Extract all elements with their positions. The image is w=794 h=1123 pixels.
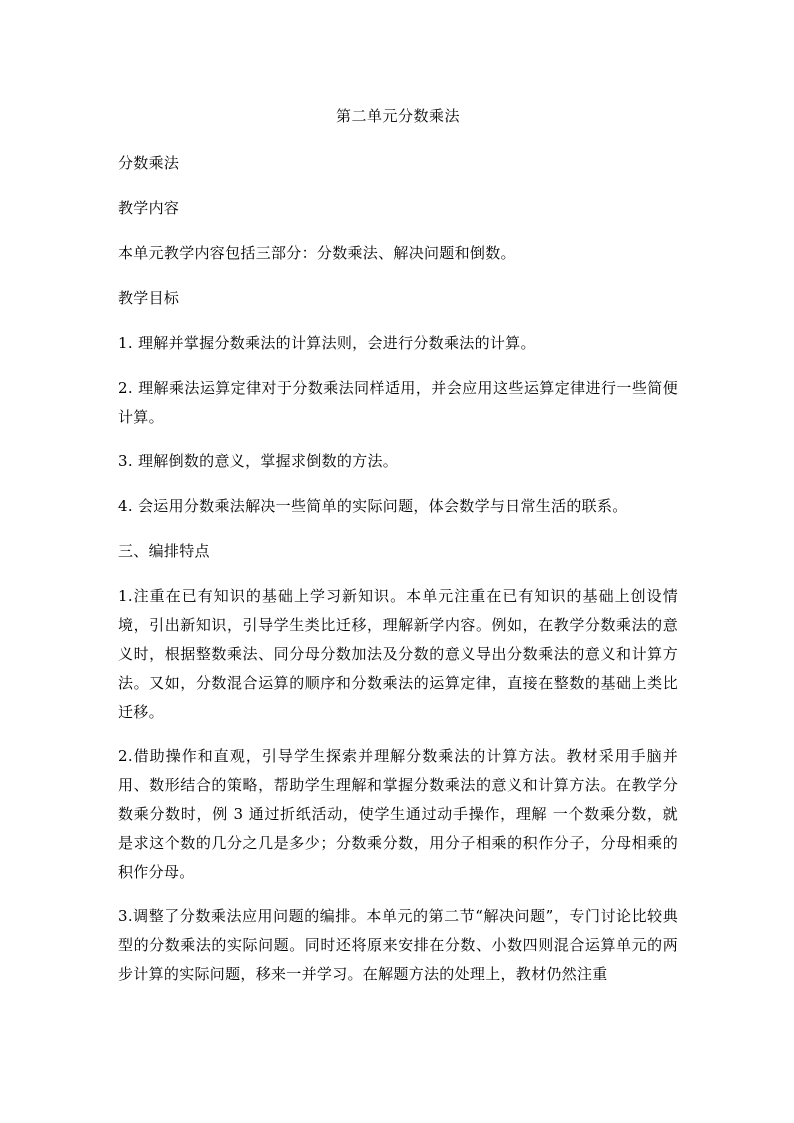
feature-paragraph-1: 1.注重在已有知识的基础上学习新知识。本单元注重在已有知识的基础上创设情境，引出新知识，引导学生类比迁移，理解新学内容。例如，在教学分数乘法的意义时，根据整数乘法、同分母分数加法及分数的意义导出分数乘法的意义和计算方法。又如，分数混合运算的顺序和分数乘法的运算定律，直接在整数的基础上类比迁移。 bbox=[118, 587, 678, 721]
goal-item-3: 3. 理解倒数的意义，掌握求倒数的方法。 bbox=[118, 452, 399, 470]
goal-item-2: 2. 理解乘法运算定律对于分数乘法同样适用，并会应用这些运算定律进行一些简便计算。 bbox=[118, 379, 678, 426]
section-heading-teaching-goals: 教学目标 bbox=[118, 289, 180, 307]
paragraph-content-summary: 本单元教学内容包括三部分：分数乘法、解决问题和倒数。 bbox=[118, 244, 516, 262]
section-heading-teaching-content: 教学内容 bbox=[118, 199, 180, 217]
goal-item-4: 4. 会运用分数乘法解决一些简单的实际问题，体会数学与日常生活的联系。 bbox=[118, 497, 628, 515]
document-title: 第二单元分数乘法 bbox=[335, 107, 460, 125]
feature-paragraph-3: 3.调整了分数乘法应用问题的编排。本单元的第二节“解决问题”，专门讨论比较典型的分数乘法的实际问题。同时还将原来安排在分数、小数四则混合运算单元的两步计算的实际问题，移来一并学习。在解题方法的处理上，教材仍然注重 bbox=[118, 907, 678, 983]
section-heading-fraction-multiplication: 分数乘法 bbox=[118, 154, 180, 172]
document-body bbox=[118, 104, 678, 1004]
section-heading-arrangement-features: 三、编排特点 bbox=[118, 542, 210, 560]
feature-paragraph-2: 2.借助操作和直观，引导学生探索并理解分数乘法的计算方法。教材采用手脑并用、数形结合的策略，帮助学生理解和掌握分数乘法的意义和计算方法。在教学分数乘分数时，例 3 通过折纸活动，使学生通过动手操作，理解 一个数乘分数，就是求这个数的几分之几是多少；分数乘分数，用分子相乘的积作分子，分母相乘的积作分母。 bbox=[118, 747, 678, 881]
goal-item-1: 1. 理解并掌握分数乘法的计算法则，会进行分数乘法的计算。 bbox=[118, 334, 536, 352]
